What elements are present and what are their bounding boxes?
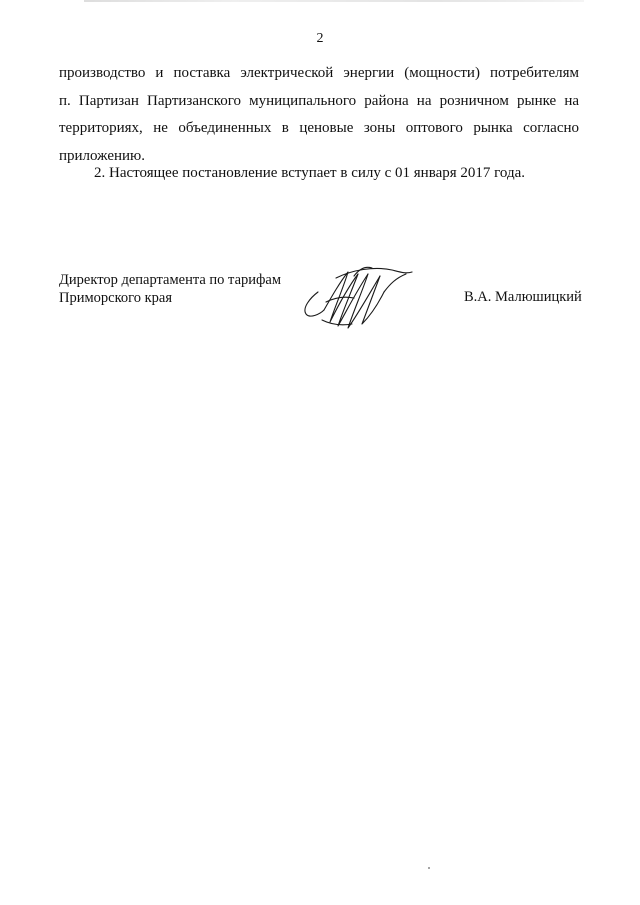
scan-speck [428,867,430,869]
paragraph-1-line-3: территориях, не объединенных в ценовые зоны оптового рынка согласно [59,120,579,136]
paragraph-1 [59,60,579,170]
signer-title [59,271,281,307]
handwritten-signature [296,262,416,337]
paragraph-1-line-1: производство и поставка электрической энергии (мощности) потребителям [59,65,579,81]
paragraph-2: 2. Настоящее постановление вступает в силу с 01 января 2017 года. [94,165,526,181]
page-number: 2 [316,31,324,46]
paragraph-1-line-2: п. Партизан Партизанского муниципального района на розничном рынке на [59,92,579,109]
signer-title-line-2: Приморского края [59,290,173,306]
scan-edge-line [84,0,584,2]
signer-title-line-1: Директор департамента по тарифам [59,272,282,288]
signer-name: В.А. Малюшицкий [464,289,582,305]
paragraph-1-line-4: приложению. [59,147,146,164]
